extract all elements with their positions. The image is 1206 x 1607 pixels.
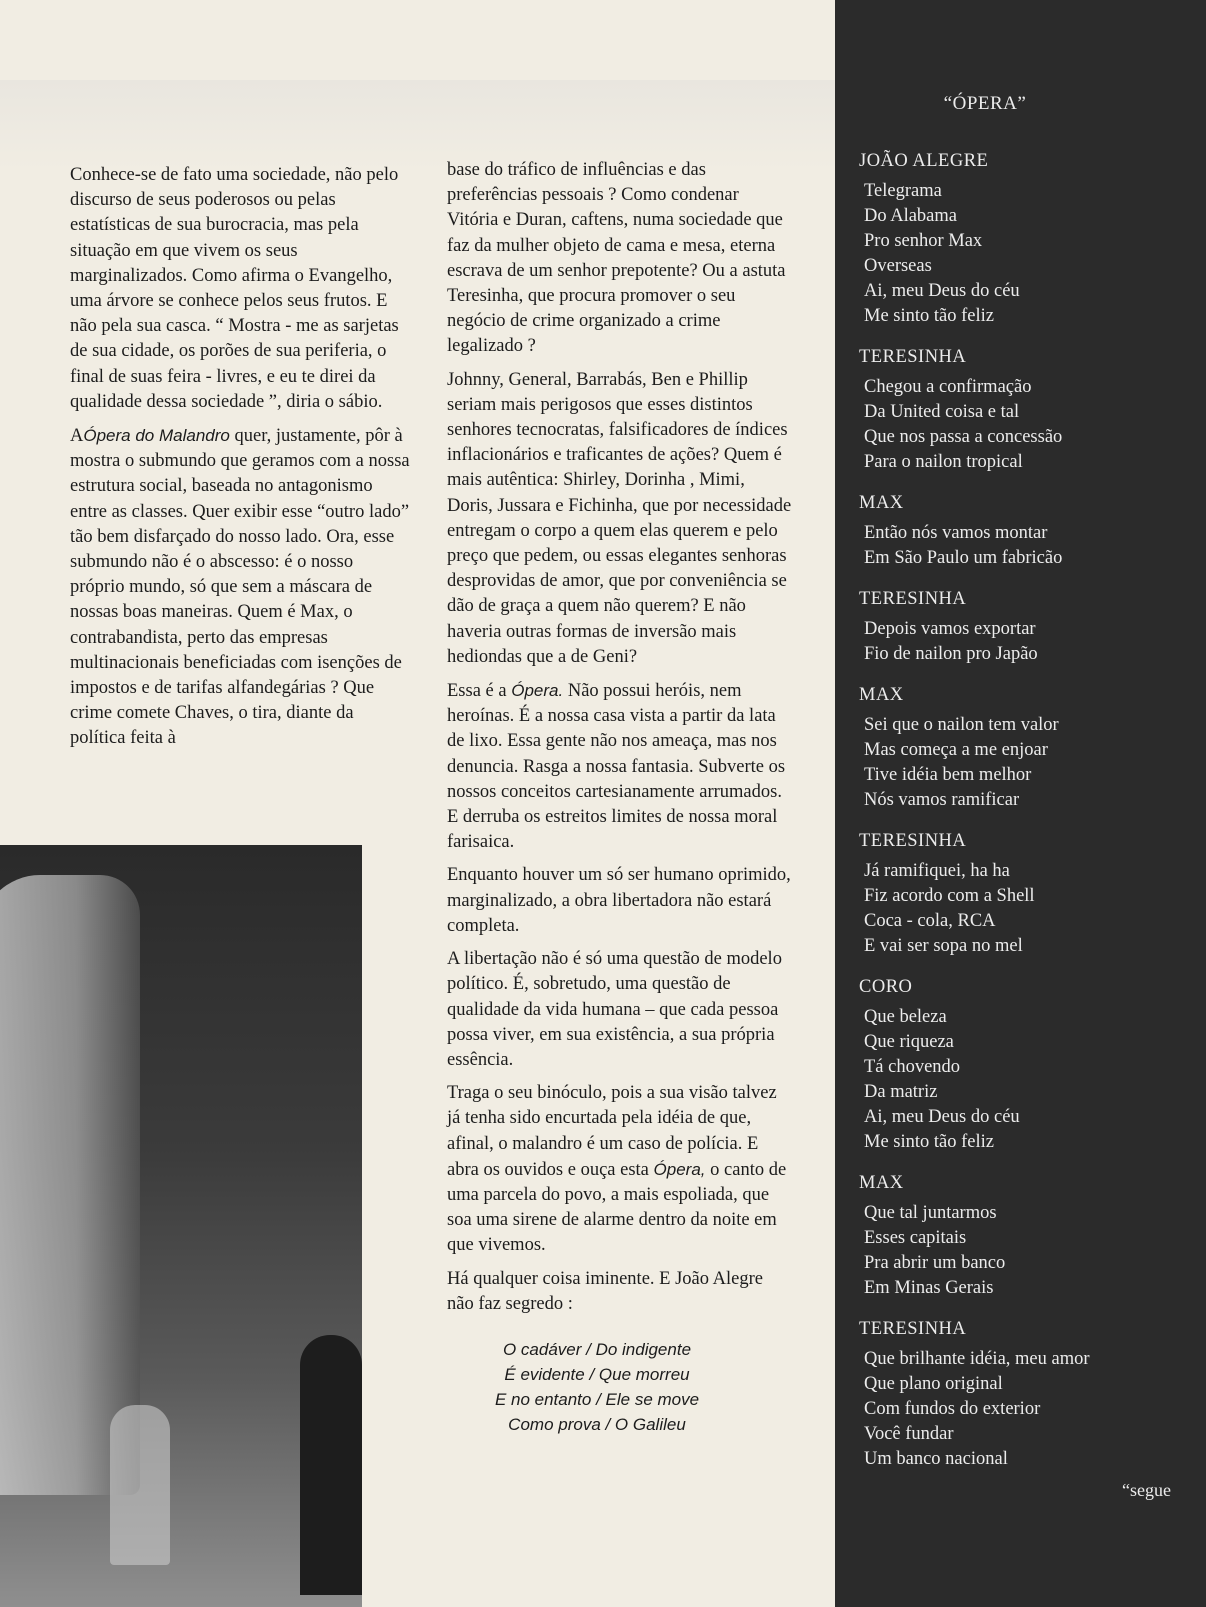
lyric-line: Mas começa a me enjoar [864, 740, 1048, 760]
paragraph: Enquanto houver um só ser humano oprimido, marginalizado, a obra libertadora não estará completa. [447, 865, 791, 936]
lyric-line: Que brilhante idéia, meu amor [864, 1349, 1090, 1369]
lyric-line: Me sinto tão feliz [864, 1132, 994, 1152]
lyric-line: Do Alabama [864, 206, 957, 226]
lyric-line: Para o nailon tropical [864, 452, 1023, 472]
lyric-line: Que tal juntarmos [864, 1203, 997, 1223]
lyrics-title: “ÓPERA” [943, 93, 1027, 114]
lyric-line: Pro senhor Max [864, 231, 983, 251]
lyric-stanza [864, 713, 1179, 813]
photo-figure [0, 875, 140, 1495]
paragraph: base do tráfico de influências e das preferências pessoais ? Como condenar Vitória e Duran, caftens, numa sociedade que faz da mulher objeto de cama e mesa, eterna escrava de um senhor prepotente? Ou a astuta Teresinha, que procura promover o seu negócio de crime organizado a crime legalizado ? [447, 160, 786, 357]
speaker-name: MAX [859, 493, 904, 513]
lyric-stanza [864, 521, 1179, 571]
speaker-name: MAX [859, 1173, 904, 1193]
lyric-line: Que nos passa a concessão [864, 427, 1063, 447]
lyric-line: Que beleza [864, 1007, 947, 1027]
lyric-line: Overseas [864, 256, 932, 276]
lyric-line: Chegou a confirmação [864, 377, 1032, 397]
lyrics-list [859, 146, 1179, 1485]
article-column-2 [447, 158, 792, 1437]
paragraph: Johnny, General, Barrabás, Ben e Phillip seriam mais perigosos que esses distintos senhores tecnocratas, falsificadores de índices inflacionários e traficantes de ações? Quem é mais autêntica: Shirley, Dorinha , Mimi, Doris, Jussara e Fichinha, que por necessidade entregam o corpo a quem elas querem e pelo preço que pedem, ou essas elegantes senhoras desprovidas de amor, que por conveniência se dão de graça a quem não querem? E não haveria outras formas de inversão mais hediondas que a de Geni? [447, 369, 792, 667]
speaker-name: TERESINHA [859, 1319, 967, 1339]
paragraph: Essa é a Ópera. Não possui heróis, nem heroínas. É a nossa casa vista a partir da lata de lixo. Essa gente não nos ameaça, mas nos denuncia. Rasga a nossa fantasia. Subverte os nossos conceitos cartesianamente arrumados. E derruba os estreitos limites de nossa moral farisaica. [447, 681, 786, 853]
lyric-stanza [864, 617, 1179, 667]
lyric-line: Que plano original [864, 1374, 1003, 1394]
paragraph: A libertação não é só uma questão de modelo político. É, sobretudo, uma questão de qualidade da vida humana – que cada pessoa possa viver, em sua existência, a sua própria essência. [447, 949, 782, 1070]
lyric-line: Em Minas Gerais [864, 1278, 994, 1298]
lyric-line: Ai, meu Deus do céu [864, 281, 1020, 301]
quoted-verse [447, 1337, 747, 1437]
paragraph: Há qualquer coisa iminente. E João Alegre não faz segredo : [447, 1268, 763, 1314]
lyric-line: Pra abrir um banco [864, 1253, 1006, 1273]
verse-line: Como prova / O Galileu [508, 1414, 686, 1434]
speaker-name: TERESINHA [859, 589, 967, 609]
lyric-line: E vai ser sopa no mel [864, 936, 1023, 956]
speaker-name: TERESINHA [859, 831, 967, 851]
stage-photo [0, 845, 362, 1607]
lyric-line: Um banco nacional [864, 1449, 1008, 1469]
lyric-line: Tive idéia bem melhor [864, 765, 1032, 785]
speaker-name: CORO [859, 977, 913, 997]
lyric-line: Em São Paulo um fabricão [864, 548, 1063, 568]
lyric-line: Você fundar [864, 1424, 954, 1444]
paragraph: AÓpera do Malandro quer, justamente, pôr à mostra o submundo que geramos com a nossa estrutura social, baseada no antagonismo entre as classes. Quer exibir esse “outro lado” tão bem disfarçado do nosso lado. Ora, esse submundo não é o abscesso: é o nosso próprio mundo, só que sem a máscara de nossas boas maneiras. Quem é Max, o contrabandista, perto das empresas multinacionais beneficiadas com isenções de impostos e de tarifas alfandegárias ? Que crime comete Chaves, o tira, diante da política feita à [70, 426, 410, 749]
photo-top-faded [0, 80, 835, 170]
lyric-line: Fio de nailon pro Japão [864, 644, 1038, 664]
lyric-stanza [864, 1005, 1179, 1155]
speaker-name: MAX [859, 685, 904, 705]
lyric-stanza [864, 375, 1179, 475]
lyric-line: Ai, meu Deus do céu [864, 1107, 1020, 1127]
lyric-line: Então nós vamos montar [864, 523, 1048, 543]
segue-note: “segue [1122, 1480, 1171, 1500]
lyric-line: Com fundos do exterior [864, 1399, 1041, 1419]
work-title: Ópera do Malandro [83, 426, 230, 446]
lyric-stanza [864, 179, 1179, 329]
speaker-name: TERESINHA [859, 347, 967, 367]
verse-line: É evidente / Que morreu [504, 1364, 690, 1384]
lyric-line: Esses capitais [864, 1228, 967, 1248]
speaker-name: JOÃO ALEGRE [859, 151, 989, 171]
article-column-1 [70, 163, 410, 760]
lyric-stanza [864, 1347, 1179, 1472]
lyric-stanza [864, 1201, 1179, 1301]
work-title: Ópera, [653, 1159, 706, 1179]
lyric-line: Coca - cola, RCA [864, 911, 996, 931]
work-title: Ópera. [511, 681, 564, 701]
verse-line: E no entanto / Ele se move [494, 1389, 700, 1409]
verse-line: O cadáver / Do indigente [502, 1339, 692, 1359]
lyric-line: Da matriz [864, 1082, 938, 1102]
lyric-line: Da United coisa e tal [864, 402, 1020, 422]
lyric-line: Que riqueza [864, 1032, 954, 1052]
paragraph: Conhece-se de fato uma sociedade, não pelo discurso de seus poderosos ou pelas estatísticas de sua burocracia, mas pela situação em que vivem os seus marginalizados. Como afirma o Evangelho, uma árvore se conhece pelos seus frutos. E não pela sua casca. “ Mostra - me as sarjetas de sua cidade, os porões de sua periferia, o final de suas feira - livres, e eu te direi da qualidade dessa sociedade ”, diria o sábio. [70, 165, 399, 412]
paragraph: Traga o seu binóculo, pois a sua visão talvez já tenha sido encurtada pela idéia de que, afinal, o malandro é um caso de polícia. E abra os ouvidos e ouça esta Ópera, o canto de uma parcela do povo, a mais espoliada, que soa uma sirene de alarme dentro da noite em que vivemos. [447, 1083, 787, 1256]
lyric-line: Já ramifiquei, ha ha [864, 861, 1010, 881]
lyric-stanza [864, 859, 1179, 959]
lyric-line: Me sinto tão feliz [864, 306, 994, 326]
lyric-line: Fiz acordo com a Shell [864, 886, 1035, 906]
photo-figure [300, 1335, 362, 1595]
lyrics-panel [835, 0, 1206, 1607]
lyric-line: Nós vamos ramificar [864, 790, 1020, 810]
lyric-line: Depois vamos exportar [864, 619, 1036, 639]
lyric-line: Sei que o nailon tem valor [864, 715, 1059, 735]
lyric-line: Telegrama [864, 181, 942, 201]
lyric-line: Tá chovendo [864, 1057, 961, 1077]
photo-figure [110, 1405, 170, 1565]
